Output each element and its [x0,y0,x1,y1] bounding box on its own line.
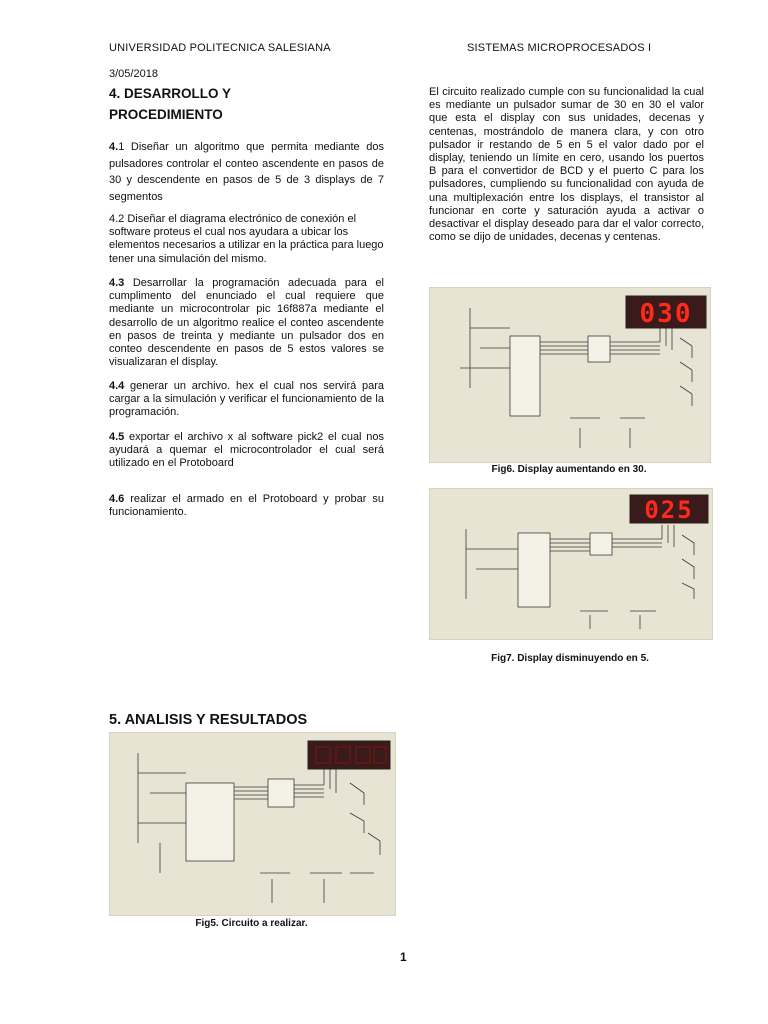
display-value: 030 [639,299,693,329]
item-4-1: 4.1 Diseñar un algoritmo que permita mediante dos pulsadores controlar el conteo ascendente en pasos de 30 y descendente en pasos de 5 de 3 displays de 7 segmentos [109,141,384,203]
figure-5-image [109,732,396,916]
figure-7-caption: Fig7. Display disminuyendo en 5. [491,653,649,664]
section-4-title: 4. DESARROLLO Y PROCEDIMIENTO [109,86,232,122]
figure-5-caption: Fig5. Circuito a realizar. [195,918,308,929]
results-paragraph: El circuito realizado cumple con su funcionalidad la cual es mediante un pulsador sumar de 30 en 30 el valor que esta el display con sus unidades, decenas y centenas, mostrándolo de manera clara, y con otro pulsador ir restando de 5 en 5 el valor dado por el display, teniendo un límite en cero, usando los puertos B para el convertidor de BCD y el puerto C para los pulsadores, cumpliendo su funcionalidad con ayuda de una multiplexación entre los displays, el transistor al funcionar en corte y saturación ayuda a activar o desactivar el display deseado para dar el valor correcto, como se dijo de unidades, decenas y centenas. [429,86,704,244]
document-date: 3/05/2018 [109,68,158,80]
section-5-title: 5. ANALISIS Y RESULTADOS [109,712,308,728]
figure-6-caption: Fig6. Display aumentando en 30. [491,464,647,475]
item-4-3: 4.3 Desarrollar la programación adecuada para el cumplimento del enunciado el cual requiere que mediante un microcontrolar pic 16f887a mediante el desarrollo de un algoritmo realice el conteo ascendente en pasos de treinta y mediante un pulsador dos en conteo descendente en pasos de 5 estos valores se visualizaran el display. [109,277,384,369]
item-4-6: 4.6 realizar el armado en el Protoboard y probar su funcionamiento. [109,493,384,519]
item-4-5: 4.5 exportar el archivo x al software pick2 el cual nos ayudará a quemar el microcontrolador el cual será utilizado en el Protoboard [109,431,384,470]
figure-6-image [429,287,711,463]
item-4-2: 4.2 Diseñar el diagrama electrónico de conexión el software proteus el cual nos ayudara a ubicar los elementos necesarios a utilizar en la práctica para luego tener una simulación del mismo. [109,213,384,265]
item-4-4: 4.4 generar un archivo. hex el cual nos servirá para cargar a la simulación y verificar el funcionamiento de la programación. [109,380,384,419]
figure-7-image [429,488,713,640]
header-left: UNIVERSIDAD POLITECNICA SALESIANA [109,42,331,54]
header-right: SISTEMAS MICROPROCESADOS I [467,42,652,54]
display-value: 025 [644,496,694,524]
page-number: 1 [400,950,407,964]
